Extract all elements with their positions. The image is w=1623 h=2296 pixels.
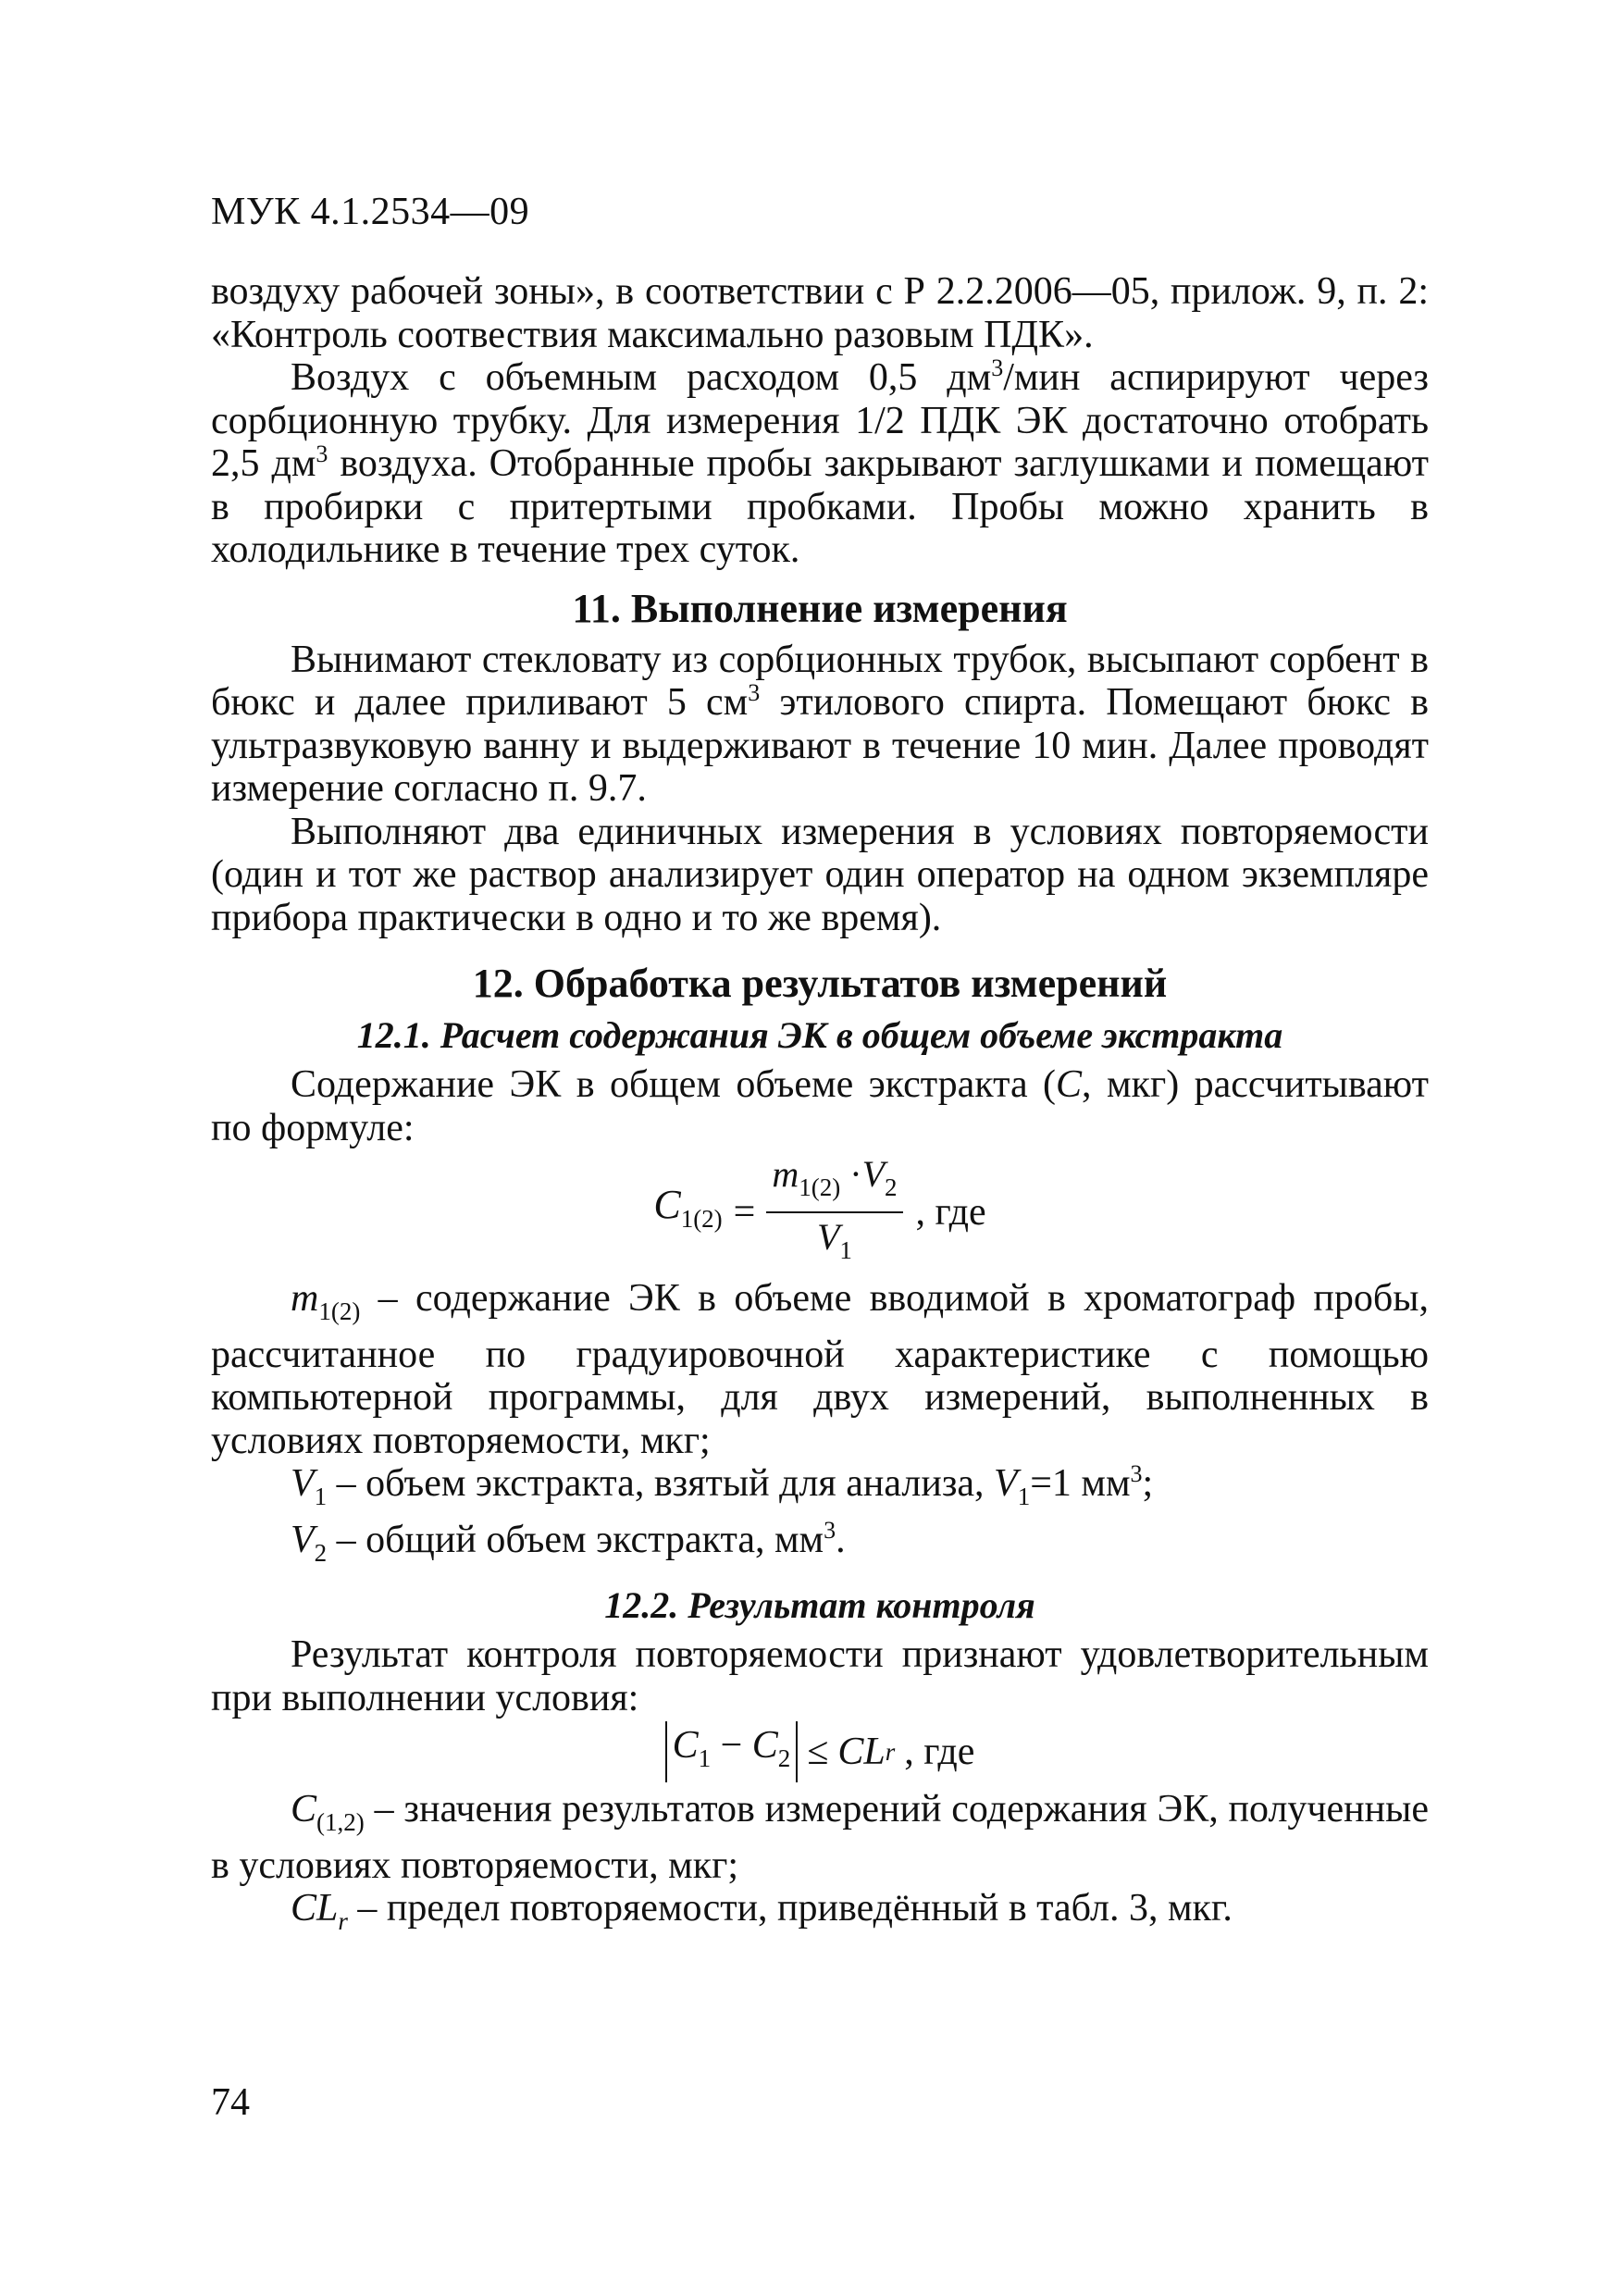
- text-run: /мин аспирируют через сорбционную трубку. Для измерения 1/2 ПДК ЭК достаточно отобрать 2,5 дм: [211, 356, 1430, 485]
- multiply-dot: ·: [840, 1153, 862, 1195]
- variable: C: [751, 1724, 778, 1767]
- subscript: (1,2): [316, 1808, 365, 1836]
- subscript: 1(2): [318, 1297, 361, 1325]
- text-run: – предел повторяемости, приведённый в табл. 3, мкг.: [347, 1887, 1233, 1930]
- text-run: Содержание ЭК в общем объеме экстракта (: [291, 1063, 1057, 1106]
- superscript: 3: [824, 1516, 836, 1544]
- superscript: 3: [748, 679, 761, 706]
- definition-clr: [211, 1887, 1429, 1943]
- fraction-numerator: [766, 1152, 902, 1213]
- variable: C: [672, 1724, 699, 1767]
- text-run: , мкг) рассчитывают по формуле:: [211, 1063, 1429, 1149]
- variable: CL: [837, 1730, 886, 1773]
- text-run: .: [836, 1518, 846, 1561]
- minus-sign: −: [711, 1724, 752, 1767]
- text-run: =1 мм: [1030, 1462, 1131, 1505]
- subscript: 2: [314, 1538, 328, 1567]
- subscript: 1: [839, 1236, 852, 1264]
- variable: V: [291, 1462, 315, 1505]
- subscript: 2: [885, 1173, 898, 1201]
- subscript: 2: [777, 1744, 791, 1772]
- definition-c: [211, 1788, 1429, 1887]
- absolute-value: [665, 1721, 799, 1782]
- intro-paragraph-1: воздуху рабочей зоны», в соответствии с Р 2.2.2006—05, прилож. 9, п. 2: «Контроль соотвествия максимально разовым ПДК».: [211, 270, 1429, 356]
- subsection-12-1-title: 12.1. Расчет содержания ЭК в общем объеме экстракта: [356, 1014, 1283, 1056]
- equals-sign: =: [733, 1190, 756, 1234]
- text-run: – содержание ЭК в объеме вводимой в хроматограф пробы, рассчитанное по градуировочной характеристике с помощью компьютерной программы, для двух измерений, выполненных в условиях повторяемости, мкг;: [211, 1277, 1429, 1462]
- intro-paragraph-2: [211, 356, 1429, 572]
- superscript: 3: [1130, 1460, 1143, 1487]
- section-12-title: 12. Обработка результатов измерений: [472, 961, 1168, 1006]
- subscript: 1: [1017, 1483, 1031, 1510]
- subscript: 1: [314, 1483, 328, 1510]
- text-run: ;: [1142, 1462, 1154, 1505]
- formula-lhs: [653, 1184, 722, 1241]
- definition-m: [211, 1277, 1429, 1462]
- variable: С: [1056, 1063, 1083, 1106]
- subscript: r: [338, 1907, 348, 1935]
- text-run: воздуха. Отобранные пробы закрывают заглушками и помещают в пробирки с притертыми пробками. Пробы можно хранить в холодильнике в течение трех суток.: [211, 442, 1429, 571]
- formula-tail: , где: [915, 1190, 986, 1234]
- variable: m: [291, 1277, 319, 1320]
- definition-v1: [211, 1462, 1429, 1519]
- subscript: 1: [698, 1744, 712, 1772]
- superscript: 3: [316, 441, 328, 467]
- section-12-2-paragraph: Результат контроля повторяемости признают удовлетворительным при выполнении условия:: [211, 1633, 1429, 1719]
- variable: V: [291, 1518, 315, 1561]
- page-body: [211, 270, 1429, 1943]
- section-11-paragraph-1: [211, 639, 1429, 811]
- formula-tail: , где: [904, 1730, 975, 1773]
- text-run: Воздух с объемным расходом 0,5 дм: [291, 356, 992, 399]
- superscript: 3: [991, 354, 1004, 381]
- text-run: – значения результатов измерений содержания ЭК, полученные в условиях повторяемости, мкг;: [211, 1788, 1429, 1887]
- formula-repeatability: [211, 1723, 1429, 1781]
- section-12-1-paragraph: [211, 1063, 1429, 1149]
- definition-v2: [211, 1516, 1429, 1575]
- section-11-title: 11. Выполнение измерения: [572, 585, 1068, 631]
- text-run: этилового спирта. Помещают бюкс в ультразвуковую ванну и выдерживают в течение 10 мин. Далее проводят измерение согласно п. 9.7.: [211, 681, 1429, 810]
- subsection-12-2-title: 12.2. Результат контроля: [604, 1584, 1035, 1626]
- variable: C: [291, 1788, 317, 1831]
- subscript: r: [885, 1737, 896, 1766]
- subscript: 1(2): [680, 1205, 723, 1234]
- fraction-denominator: [817, 1213, 852, 1272]
- text-run: – общий объем экстракта, мм: [327, 1518, 824, 1561]
- formula-concentration: [211, 1153, 1429, 1268]
- fraction: [766, 1152, 902, 1272]
- variable: V: [816, 1216, 840, 1258]
- leq-sign: ≤: [807, 1730, 829, 1773]
- variable: CL: [291, 1887, 339, 1930]
- variable: m: [772, 1153, 799, 1195]
- text-run: – объем экстракта, взятый для анализа,: [327, 1462, 995, 1505]
- document-code-header: МУК 4.1.2534—09: [211, 191, 530, 233]
- page-number: 74: [211, 2081, 250, 2124]
- section-11-paragraph-2: Выполняют два единичных измерения в условиях повторяемости (один и тот же раствор анализирует один оператор на одном экземпляре прибора практически в одно и то же время).: [211, 810, 1429, 939]
- variable: V: [994, 1462, 1018, 1505]
- variable: V: [861, 1153, 885, 1195]
- subscript: 1(2): [799, 1173, 841, 1201]
- text-run: Вынимают стекловату из сорбционных трубок, высыпают сорбент в бюкс и далее приливают 5 см: [211, 638, 1429, 724]
- variable: C: [653, 1182, 681, 1228]
